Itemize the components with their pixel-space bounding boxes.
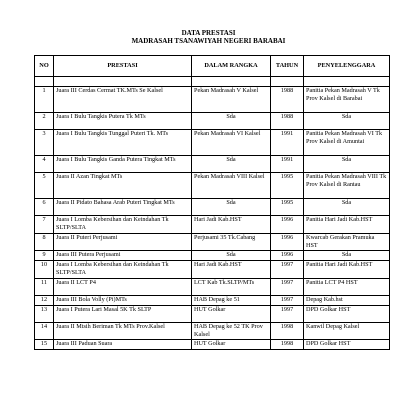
- table-row: [35, 295, 390, 305]
- table-row: [35, 261, 390, 279]
- cell-penyelenggara: [304, 77, 390, 87]
- table-row: [35, 340, 390, 350]
- cell-no: 2: [35, 113, 54, 130]
- cell-dalam-rangka: HUT Golkar: [192, 305, 271, 322]
- cell-prestasi: Juara I Lomba Kebersihan dan Keindahan Tk SLTP/SLTA: [54, 216, 192, 234]
- cell-prestasi: Juara III Paduan Suara: [54, 340, 192, 350]
- cell-no: 7: [35, 216, 54, 234]
- cell-dalam-rangka: Pekan Madrasah V Kalsel: [192, 87, 271, 113]
- cell-no: 1: [35, 87, 54, 113]
- cell-dalam-rangka: [192, 77, 271, 87]
- cell-tahun: 1995: [271, 173, 304, 199]
- document-title: DATA PRESTASI: [181, 29, 236, 37]
- cell-no: 15: [35, 340, 54, 350]
- cell-prestasi: Juara III Cerdas Cermat TK.MTs Se Kalsel: [54, 87, 192, 113]
- cell-penyelenggara: Sda: [304, 251, 390, 261]
- cell-dalam-rangka: HAB Depag ke 52 TK Prov Kalsel: [192, 322, 271, 340]
- header-no: NO: [35, 56, 54, 77]
- cell-penyelenggara: Sda: [304, 156, 390, 173]
- cell-penyelenggara: Panitia Pekan Madrasah V Tk Prov Kalsel di Barabai: [304, 87, 390, 113]
- table-row: [35, 173, 390, 199]
- cell-tahun: 1997: [271, 278, 304, 295]
- cell-tahun: 1996: [271, 216, 304, 234]
- table-header-row: [35, 56, 390, 77]
- cell-prestasi: Juara I Bulu Tangkis Putera Tk MTs: [54, 113, 192, 130]
- table-row: [35, 251, 390, 261]
- cell-no: 4: [35, 156, 54, 173]
- table-row: [35, 77, 390, 87]
- header-dalam-rangka: DALAM RANGKA: [192, 56, 271, 77]
- cell-penyelenggara: DPD Golkar HST: [304, 340, 390, 350]
- cell-penyelenggara: Sda: [304, 199, 390, 216]
- table-row: [35, 322, 390, 340]
- cell-penyelenggara: Panitia Pekan Madrasah VI Tk Prov Kalsel di Amuntai: [304, 130, 390, 156]
- cell-prestasi: Juara II Mtsih Beriman Tk MTs Prov.Kalsel: [54, 322, 192, 340]
- header-prestasi: PRESTASI: [54, 56, 192, 77]
- cell-prestasi: Juara III Bola Volly (Pi)MTs: [54, 295, 192, 305]
- cell-penyelenggara: Panitia Hari Jadi Kab.HST: [304, 261, 390, 279]
- cell-tahun: 1988: [271, 87, 304, 113]
- cell-prestasi: Juara I Bulu Tangkis Tunggal Puteri Tk. MTs: [54, 130, 192, 156]
- cell-dalam-rangka: Perjusami 35 Tk.Cabang: [192, 233, 271, 251]
- cell-dalam-rangka: Sda: [192, 251, 271, 261]
- cell-prestasi: Juara II Puteri Perjusami: [54, 233, 192, 251]
- cell-no: 13: [35, 305, 54, 322]
- cell-penyelenggara: Panitia Hari Jadi Kab.HST: [304, 216, 390, 234]
- header-tahun: TAHUN: [271, 56, 304, 77]
- table-row: [35, 216, 390, 234]
- cell-prestasi: Juara III Putera Perjusami: [54, 251, 192, 261]
- cell-tahun: 1996: [271, 251, 304, 261]
- cell-penyelenggara: DPD Golkar HST: [304, 305, 390, 322]
- table-row: [35, 156, 390, 173]
- cell-penyelenggara: Sda: [304, 113, 390, 130]
- table-row: [35, 305, 390, 322]
- cell-prestasi: Juara II Pidato Bahasa Arab Puteri Tingkat MTs: [54, 199, 192, 216]
- table-row: [35, 87, 390, 113]
- table-row: [35, 199, 390, 216]
- cell-no: 12: [35, 295, 54, 305]
- cell-tahun: [271, 77, 304, 87]
- cell-no: 10: [35, 261, 54, 279]
- cell-dalam-rangka: Hari Jadi Kab.HST: [192, 261, 271, 279]
- cell-dalam-rangka: Pekan Madrasah VIII Kalsel: [192, 173, 271, 199]
- cell-dalam-rangka: Pekan Madrasah VI Kalsel: [192, 130, 271, 156]
- cell-prestasi: Juara I Lomba Kebersihan dan Keindahan Tk SLTP/SLTA: [54, 261, 192, 279]
- cell-tahun: 1997: [271, 305, 304, 322]
- cell-prestasi: Juara I Bulu Tangkis Ganda Putera Tingkat MTs: [54, 156, 192, 173]
- document-subtitle: MADRASAH TSANAWIYAH NEGERI BARABAI: [131, 37, 286, 45]
- cell-no: 6: [35, 199, 54, 216]
- cell-tahun: 1996: [271, 233, 304, 251]
- cell-dalam-rangka: Sda: [192, 113, 271, 130]
- cell-no: [35, 77, 54, 87]
- cell-tahun: 1991: [271, 130, 304, 156]
- cell-dalam-rangka: HUT Golkar: [192, 340, 271, 350]
- cell-penyelenggara: Panitia LCT P4 HST: [304, 278, 390, 295]
- cell-tahun: 1997: [271, 261, 304, 279]
- cell-tahun: 1997: [271, 295, 304, 305]
- cell-prestasi: Juara I Putera Lari Masal 5K Tk SLTP: [54, 305, 192, 322]
- cell-penyelenggara: Kwarcab Gerakan Pramuka HST: [304, 233, 390, 251]
- cell-prestasi: Juara II LCT P4: [54, 278, 192, 295]
- cell-no: 3: [35, 130, 54, 156]
- table-row: [35, 113, 390, 130]
- cell-penyelenggara: Depag Kab.hst: [304, 295, 390, 305]
- cell-dalam-rangka: Hari Jadi Kab.HST: [192, 216, 271, 234]
- cell-prestasi: Juara II Azan Tingkat MTs: [54, 173, 192, 199]
- cell-tahun: 1991: [271, 156, 304, 173]
- table-row: [35, 233, 390, 251]
- cell-no: 8: [35, 233, 54, 251]
- header-penyelenggara: PENYELENGGARA: [304, 56, 390, 77]
- table-row: [35, 278, 390, 295]
- cell-tahun: 1998: [271, 322, 304, 340]
- cell-dalam-rangka: HAB Depag ke 51: [192, 295, 271, 305]
- cell-no: 14: [35, 322, 54, 340]
- cell-prestasi: [54, 77, 192, 87]
- achievement-table: [34, 55, 390, 350]
- cell-tahun: 1988: [271, 113, 304, 130]
- cell-dalam-rangka: LCT Kab Tk.SLTP/MTs: [192, 278, 271, 295]
- cell-dalam-rangka: Sda: [192, 199, 271, 216]
- cell-tahun: 1995: [271, 199, 304, 216]
- table-row: [35, 130, 390, 156]
- cell-penyelenggara: Kanwil Depag Kalsel: [304, 322, 390, 340]
- cell-no: 9: [35, 251, 54, 261]
- cell-penyelenggara: Panitia Pekan Madrasah VIII Tk Prov Kalsel di Rantau: [304, 173, 390, 199]
- cell-no: 11: [35, 278, 54, 295]
- cell-dalam-rangka: Sda: [192, 156, 271, 173]
- cell-no: 5: [35, 173, 54, 199]
- cell-tahun: 1998: [271, 340, 304, 350]
